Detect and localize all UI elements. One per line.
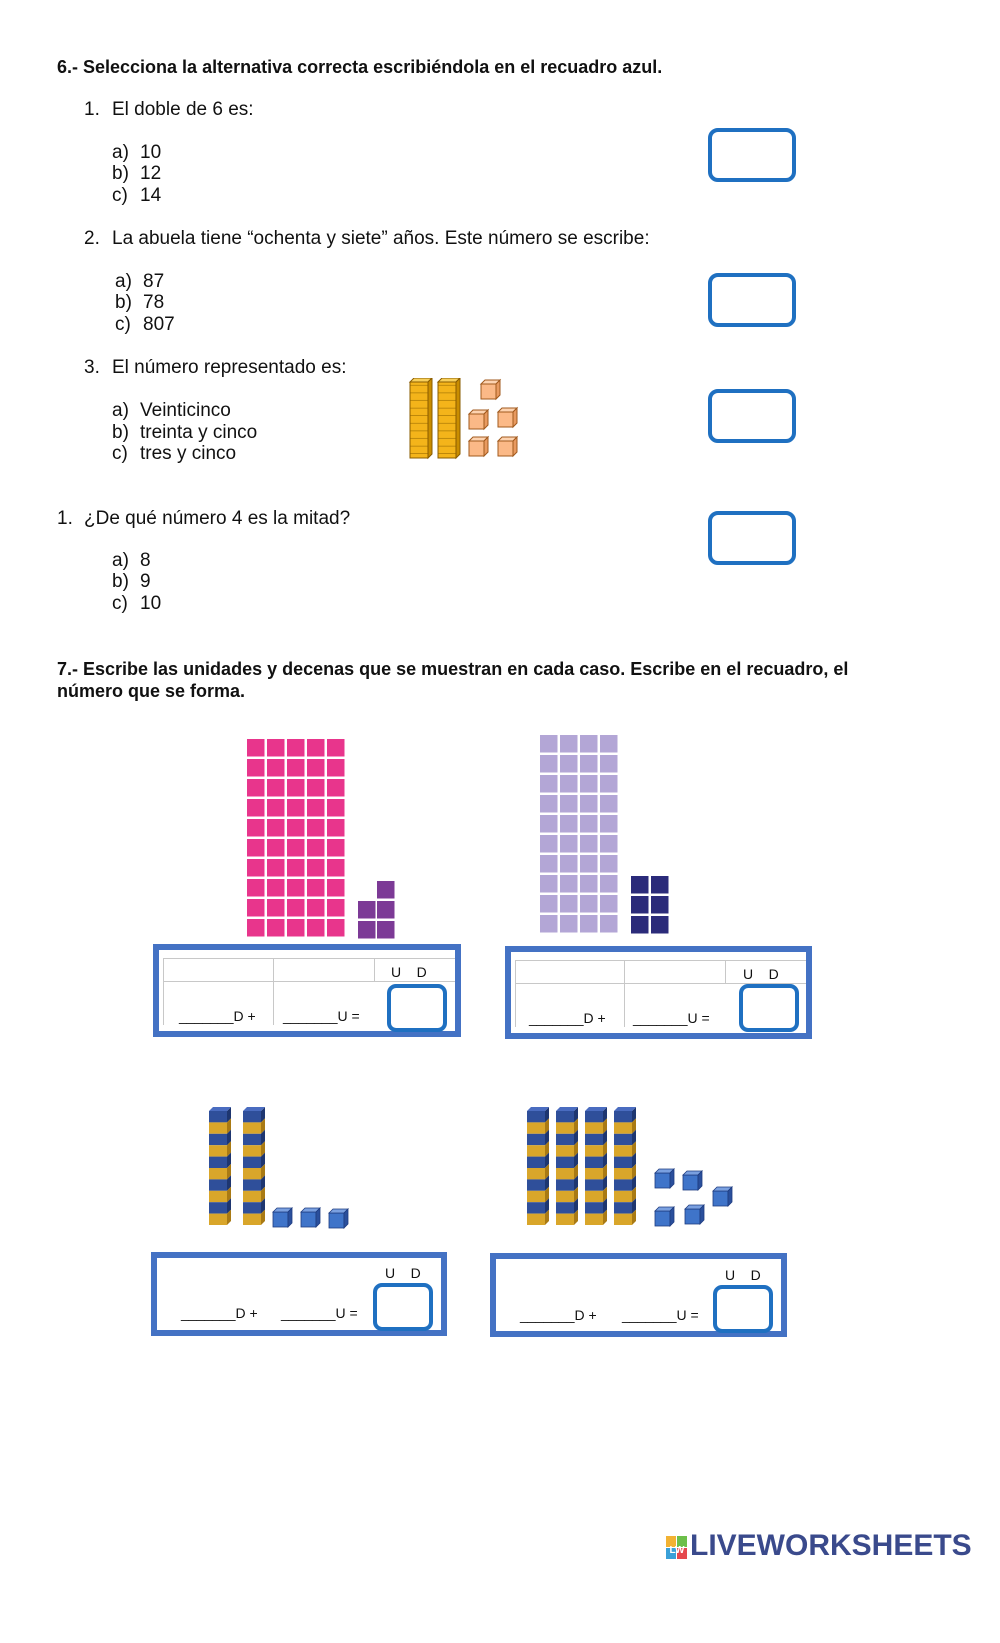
lilac-ten-cell — [600, 815, 618, 833]
rod-segment — [556, 1111, 574, 1122]
pink-ten-cell — [327, 919, 345, 937]
exercise-a-tens-blank[interactable]: _______D + — [179, 1008, 256, 1024]
navy-unit-cube — [631, 896, 649, 914]
exercise-b-ud-label: U D — [743, 966, 779, 982]
lilac-ten-cell — [580, 795, 598, 813]
unit-cube-2 — [469, 410, 488, 429]
pink-ten-cell — [307, 879, 325, 897]
rod-segment — [614, 1157, 632, 1168]
lilac-ten-cell — [580, 775, 598, 793]
lilac-ten-cell — [560, 815, 578, 833]
exercise-d-blocks — [523, 1105, 743, 1230]
tens-rod — [209, 1107, 231, 1225]
question-4-number: 1. — [57, 508, 73, 529]
exercise-a-ud-label: U D — [391, 964, 427, 980]
pink-ten-cell — [247, 919, 265, 937]
exercise-c-tens-blank[interactable]: _______D + — [181, 1305, 258, 1321]
rod-segment — [209, 1134, 227, 1145]
rod-segment — [556, 1191, 574, 1202]
lilac-ten-cell — [580, 835, 598, 853]
rod-segment — [556, 1214, 574, 1225]
rod-segment — [556, 1179, 574, 1190]
answer-box-q2[interactable] — [708, 273, 796, 327]
pink-ten-cell — [327, 799, 345, 817]
lilac-ten-cell — [540, 875, 558, 893]
pink-ten-cell — [247, 739, 265, 757]
lilac-ten-cell — [600, 755, 618, 773]
rod-segment — [614, 1202, 632, 1213]
pink-ten-cell — [267, 919, 285, 937]
question-3-number: 3. — [84, 357, 100, 378]
question-4-text: ¿De qué número 4 es la mitad? — [84, 508, 351, 529]
pink-ten-cell — [327, 779, 345, 797]
lilac-ten-cell — [540, 915, 558, 933]
lilac-ten-cell — [580, 735, 598, 753]
lilac-ten-cell — [560, 915, 578, 933]
lilac-ten-cell — [580, 815, 598, 833]
rod-segment — [243, 1179, 261, 1190]
cube-side — [670, 1169, 674, 1188]
pink-ten-cell — [247, 859, 265, 877]
rod-segment — [556, 1157, 574, 1168]
navy-unit-cube — [651, 896, 669, 914]
rod-segment — [585, 1191, 603, 1202]
rod-segment — [614, 1191, 632, 1202]
rod-segment — [527, 1122, 545, 1133]
unit-cube-1 — [481, 380, 500, 399]
exercise-a-blocks — [245, 737, 405, 942]
base-ten-blocks-illustration — [405, 378, 530, 463]
pink-ten-cell — [247, 779, 265, 797]
rod-segment — [585, 1145, 603, 1156]
cube-front — [301, 1212, 316, 1227]
pink-ten-cell — [287, 839, 305, 857]
pink-ten-cell — [327, 859, 345, 877]
cube-front — [685, 1209, 700, 1224]
question-1-number: 1. — [84, 99, 100, 120]
tens-rod — [614, 1107, 636, 1225]
unit-cube-4 — [469, 437, 488, 456]
unit-cube-3 — [498, 408, 517, 427]
pink-ten-cell — [247, 879, 265, 897]
pink-ten-cell — [287, 739, 305, 757]
navy-unit-cube — [631, 916, 649, 934]
exercise-d-frame — [490, 1253, 787, 1337]
pink-ten-cell — [307, 759, 325, 777]
cube-front — [655, 1173, 670, 1188]
cube-front — [273, 1212, 288, 1227]
pink-ten-cell — [287, 779, 305, 797]
q3-option-b-letter: b) — [112, 422, 129, 443]
rod-segment — [585, 1179, 603, 1190]
rod-segment — [527, 1111, 545, 1122]
pink-ten-cell — [267, 859, 285, 877]
pink-ten-cell — [287, 759, 305, 777]
q1-option-c-letter: c) — [112, 185, 128, 206]
lilac-ten-cell — [560, 775, 578, 793]
pink-ten-cell — [327, 839, 345, 857]
lilac-ten-cell — [580, 895, 598, 913]
cube-front — [655, 1211, 670, 1226]
lilac-ten-cell — [540, 755, 558, 773]
cube-side — [670, 1207, 674, 1226]
rod-segment — [243, 1122, 261, 1133]
lilac-ten-cell — [580, 915, 598, 933]
blue-unit-cube — [713, 1187, 732, 1206]
pink-ten-cell — [327, 899, 345, 917]
pink-ten-cell — [267, 779, 285, 797]
cube-front — [329, 1213, 344, 1228]
rod-segment — [614, 1134, 632, 1145]
section-7-title-line-1: 7.- Escribe las unidades y decenas que se muestran en cada caso. Escribe en el recuadro, el — [57, 659, 849, 679]
q3-option-a-letter: a) — [112, 400, 129, 421]
rod-segment — [209, 1202, 227, 1213]
lilac-ten-cell — [600, 875, 618, 893]
exercise-d-units-blank[interactable]: _______U = — [622, 1307, 699, 1323]
tens-rod — [527, 1107, 549, 1225]
lilac-ten-cell — [540, 775, 558, 793]
question-2-number: 2. — [84, 228, 100, 249]
rod-segment — [527, 1168, 545, 1179]
rod-segment — [614, 1168, 632, 1179]
q2-option-a-letter: a) — [115, 271, 132, 292]
liveworksheets-brand: LIVEWORKSHEETS — [690, 1529, 972, 1562]
cube-side — [700, 1205, 704, 1224]
rod-segment — [556, 1168, 574, 1179]
answer-box-q4[interactable] — [708, 511, 796, 565]
pink-ten-cell — [307, 919, 325, 937]
q2-option-c-letter: c) — [115, 314, 131, 335]
question-2-text: La abuela tiene “ochenta y siete” años. Este número se escribe: — [112, 228, 650, 249]
rod-segment — [556, 1134, 574, 1145]
exercise-d-tens-blank[interactable]: _______D + — [520, 1307, 597, 1323]
q4-option-a-text: 8 — [140, 550, 151, 571]
exercise-a-number-box[interactable] — [387, 984, 447, 1032]
q3-option-c-text: tres y cinco — [140, 443, 237, 464]
cube-side — [316, 1208, 320, 1227]
rod-segment — [614, 1214, 632, 1225]
cube-side — [344, 1209, 348, 1228]
rod-segment — [209, 1157, 227, 1168]
pink-ten-cell — [287, 819, 305, 837]
rod-segment — [614, 1111, 632, 1122]
q1-option-b-text: 12 — [140, 163, 162, 184]
lilac-ten-cell — [540, 795, 558, 813]
q1-option-c-text: 14 — [140, 185, 162, 206]
lilac-ten-cell — [600, 835, 618, 853]
cube-front — [713, 1191, 728, 1206]
rod-segment — [585, 1214, 603, 1225]
pink-ten-cell — [267, 819, 285, 837]
pink-ten-cell — [247, 819, 265, 837]
exercise-a-units-blank[interactable]: _______U = — [283, 1008, 360, 1024]
rod-segment — [527, 1157, 545, 1168]
rod-segment — [209, 1168, 227, 1179]
navy-unit-cube — [651, 916, 669, 934]
rod-segment — [209, 1122, 227, 1133]
pink-ten-cell — [267, 799, 285, 817]
rod-segment — [585, 1134, 603, 1145]
rod-segment — [209, 1111, 227, 1122]
tens-rod — [585, 1107, 607, 1225]
lilac-ten-cell — [560, 855, 578, 873]
blue-unit-cube — [685, 1205, 704, 1224]
unit-cube-5 — [498, 437, 517, 456]
liveworksheets-logo-icon — [666, 1536, 688, 1560]
rod-segment — [209, 1214, 227, 1225]
pink-ten-cell — [307, 739, 325, 757]
pink-ten-cell — [267, 759, 285, 777]
pink-ten-cell — [287, 899, 305, 917]
blue-unit-cube — [655, 1207, 674, 1226]
lilac-ten-cell — [580, 855, 598, 873]
rod-segment — [527, 1179, 545, 1190]
exercise-b-units-blank[interactable]: _______U = — [633, 1010, 710, 1026]
rod-segment — [243, 1111, 261, 1122]
rod-segment — [585, 1168, 603, 1179]
exercise-c-number-box[interactable] — [373, 1283, 433, 1331]
rod-segment — [585, 1122, 603, 1133]
exercise-b-blocks — [538, 733, 678, 938]
navy-unit-cube — [631, 876, 649, 894]
rod-segment — [556, 1145, 574, 1156]
rod-segment — [585, 1157, 603, 1168]
pink-ten-cell — [327, 819, 345, 837]
blue-unit-cube — [301, 1208, 320, 1227]
navy-unit-cube — [651, 876, 669, 894]
q2-option-a-text: 87 — [143, 271, 165, 292]
pink-ten-cell — [287, 879, 305, 897]
cube-side — [728, 1187, 732, 1206]
question-3-text: El número representado es: — [112, 357, 347, 378]
pink-ten-cell — [307, 819, 325, 837]
rod-segment — [585, 1111, 603, 1122]
tens-rod-2 — [438, 378, 460, 458]
pink-ten-cell — [287, 859, 305, 877]
lilac-ten-cell — [600, 855, 618, 873]
lilac-ten-cell — [560, 795, 578, 813]
rod-segment — [243, 1202, 261, 1213]
tens-rod-1 — [410, 378, 432, 458]
pink-ten-cell — [247, 759, 265, 777]
lilac-ten-cell — [560, 835, 578, 853]
tens-rod — [243, 1107, 265, 1225]
pink-ten-cell — [267, 739, 285, 757]
section-6-title: 6.- Selecciona la alternativa correcta escribiéndola en el recuadro azul. — [57, 57, 663, 77]
q2-option-c-text: 807 — [143, 314, 175, 335]
exercise-c-units-blank[interactable]: _______U = — [281, 1305, 358, 1321]
exercise-b-number-box[interactable] — [739, 984, 799, 1032]
exercise-c-blocks — [205, 1105, 355, 1230]
q3-option-b-text: treinta y cinco — [140, 422, 258, 443]
q4-option-c-text: 10 — [140, 593, 162, 614]
pink-ten-cell — [307, 899, 325, 917]
purple-unit-cube — [377, 901, 395, 919]
q3-option-a-text: Veinticinco — [140, 400, 231, 421]
pink-ten-cell — [327, 739, 345, 757]
cube-front — [683, 1175, 698, 1190]
q1-option-a-text: 10 — [140, 142, 162, 163]
q3-option-c-letter: c) — [112, 443, 128, 464]
pink-ten-cell — [287, 799, 305, 817]
pink-ten-cell — [327, 759, 345, 777]
pink-ten-cell — [267, 879, 285, 897]
rod-segment — [527, 1134, 545, 1145]
logo-letters: LW — [669, 1545, 685, 1556]
pink-ten-cell — [267, 839, 285, 857]
exercise-d-number-box[interactable] — [713, 1285, 773, 1333]
rod-segment — [556, 1202, 574, 1213]
rod-segment — [614, 1179, 632, 1190]
purple-unit-cube — [358, 901, 376, 919]
blue-unit-cube — [329, 1209, 348, 1228]
pink-ten-cell — [307, 799, 325, 817]
q4-option-c-letter: c) — [112, 593, 128, 614]
purple-unit-cube — [377, 921, 395, 939]
question-1-text: El doble de 6 es: — [112, 99, 254, 120]
pink-ten-cell — [307, 779, 325, 797]
q2-option-b-letter: b) — [115, 292, 132, 313]
lilac-ten-cell — [540, 855, 558, 873]
blue-unit-cube — [683, 1171, 702, 1190]
answer-box-q1[interactable] — [708, 128, 796, 182]
exercise-c-ud-label: U D — [385, 1265, 421, 1281]
exercise-a-frame — [153, 944, 461, 1037]
exercise-b-frame — [505, 946, 812, 1039]
lilac-ten-cell — [580, 755, 598, 773]
lilac-ten-cell — [560, 755, 578, 773]
rod-segment — [527, 1214, 545, 1225]
rod-segment — [209, 1191, 227, 1202]
answer-box-q3[interactable] — [708, 389, 796, 443]
rod-segment — [243, 1134, 261, 1145]
q2-option-b-text: 78 — [143, 292, 165, 313]
rod-segment — [585, 1202, 603, 1213]
lilac-ten-cell — [560, 735, 578, 753]
cube-side — [288, 1208, 292, 1227]
rod-segment — [527, 1202, 545, 1213]
exercise-b-tens-blank[interactable]: _______D + — [529, 1010, 606, 1026]
rod-segment — [243, 1168, 261, 1179]
lilac-ten-cell — [560, 875, 578, 893]
q1-option-a-letter: a) — [112, 142, 129, 163]
pink-ten-cell — [287, 919, 305, 937]
rod-segment — [614, 1145, 632, 1156]
rod-segment — [209, 1145, 227, 1156]
lilac-ten-cell — [540, 735, 558, 753]
section-7-title-line-2: número que se forma. — [57, 681, 246, 701]
lilac-ten-cell — [600, 915, 618, 933]
pink-ten-cell — [307, 839, 325, 857]
cube-side — [698, 1171, 702, 1190]
rod-segment — [556, 1122, 574, 1133]
purple-unit-cube — [358, 921, 376, 939]
rod-segment — [209, 1179, 227, 1190]
tens-rod — [556, 1107, 578, 1225]
rod-segment — [243, 1191, 261, 1202]
rod-segment — [527, 1191, 545, 1202]
purple-unit-cube — [377, 881, 395, 899]
exercise-d-ud-label: U D — [725, 1267, 761, 1283]
blue-unit-cube — [273, 1208, 292, 1227]
lilac-ten-cell — [580, 875, 598, 893]
q4-option-b-letter: b) — [112, 571, 129, 592]
lilac-ten-cell — [600, 895, 618, 913]
blue-unit-cube — [655, 1169, 674, 1188]
lilac-ten-cell — [540, 815, 558, 833]
pink-ten-cell — [327, 879, 345, 897]
lilac-ten-cell — [600, 795, 618, 813]
lilac-ten-cell — [600, 775, 618, 793]
exercise-c-frame — [151, 1252, 447, 1336]
rod-segment — [527, 1145, 545, 1156]
rod-segment — [243, 1157, 261, 1168]
q4-option-a-letter: a) — [112, 550, 129, 571]
rod-segment — [243, 1145, 261, 1156]
q4-option-b-text: 9 — [140, 571, 151, 592]
pink-ten-cell — [247, 799, 265, 817]
pink-ten-cell — [247, 899, 265, 917]
lilac-ten-cell — [540, 895, 558, 913]
rod-segment — [243, 1214, 261, 1225]
pink-ten-cell — [307, 859, 325, 877]
pink-ten-cell — [247, 839, 265, 857]
q1-option-b-letter: b) — [112, 163, 129, 184]
rod-segment — [614, 1122, 632, 1133]
lilac-ten-cell — [560, 895, 578, 913]
pink-ten-cell — [267, 899, 285, 917]
lilac-ten-cell — [600, 735, 618, 753]
lilac-ten-cell — [540, 835, 558, 853]
